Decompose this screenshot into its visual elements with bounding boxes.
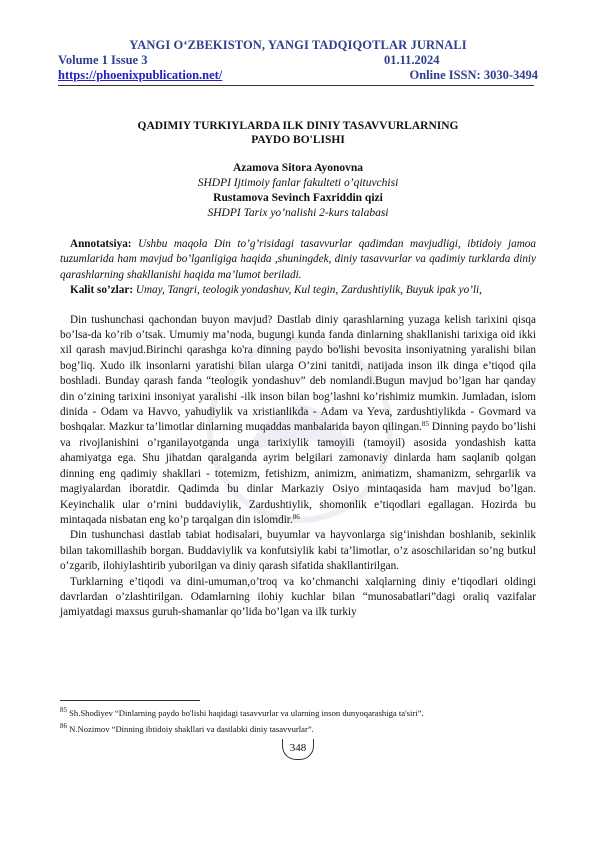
paragraph-gap (60, 299, 536, 313)
footnote-number: 85 (60, 706, 67, 714)
journal-title: YANGI O‘ZBEKISTON, YANGI TADQIQOTLAR JURNALI (129, 38, 467, 52)
volume-issue: Volume 1 Issue 3 (58, 53, 148, 67)
author-affiliation: SHDPI Tarix yo’nalishi 2-kurs talabasi (207, 207, 389, 219)
author-block (60, 161, 536, 221)
keywords-label: Kalit so’zlar: (70, 284, 134, 297)
author-name: Azamova Sitora Ayonovna (232, 162, 364, 174)
footnote-ref-86[interactable]: 86 (292, 512, 300, 521)
author-affiliation: SHDPI Ijtimoiy fanlar fakulteti o’qituvchisi (197, 177, 399, 189)
body-text: Dinning paydo bo’lishi va rivojlanishini o’rganilayotganda unga tarixiylik tamoyili (tamoyil) asosida yondashish katta ahamiyatga ega. Shu jihatdan qaralganda ayrim belgilari zamonaviy dinlarda ham saqlanib qolgan dinning eng qadimiy shakllari - totemizm, fetishizm, animizm, animatizm, shamanizm, sehrgarlik va magiyalardan iboratdir. Qadimda bu dinlar Markaziy Osiyo mintaqasida ham mavjud bo’lgan. Keyinchalik ular o’rnini buddaviylik, Zardushtiylik, shomonlik e’tiqodlari egallagan. Hozirda bu mintaqada nisbatan eng ko’p tarqalgan din islomdir. (60, 421, 536, 526)
header-divider (58, 85, 534, 86)
author-name: Rustamova Sevinch Faxriddin qizi (213, 192, 383, 204)
footnote-85 (60, 708, 536, 719)
body-paragraph-1 (60, 313, 536, 529)
article-title-line-1: QADIMIY TURKIYLARDA ILK DINIY TASAVVURLARNING (137, 120, 459, 132)
keywords-text: Umay, Tangri, teologik yondashuv, Kul tegin, Zardushtiylik, Buyuk ipak yo’li, (135, 284, 482, 297)
body-text: Din tushunchasi qachondan buyon mavjud? Dastlab diniy qarashlarning yuzaga kelish tarixini qisqa bo’lsa-da ko’rib o’tsak. Umumiy ma’noda, bugungi kunda fanda dinlarning shakllanishi tarixiga oid ikki xil qarash mavjud.Birinchi qarashga ko'ra dinning paydo bo'lishi bevosita insoniyatning yaralishi bilan bog’liq. Xudo ilk insonlarni yaratishi bilan ularga O’zini tanitdi, natijada inson ilk dinga e’tiqod qila boshladi. Bunday qarash fanda “teologik yondashuv” deb nomlandi.Bugun mavjud bo’lgan har qanday din o’zining tarixini insoniyat yaralishi -ilk inson bilan bog’lashni ko’rishimiz mumkin. Jumladan, islom dinida - Odam va Havvo, yahudiylik va xristianlikda - Adam va Yeva, zardushtiylikda - Govmard va boshqalar. Mazkur ta’limotlar dinlarning muqaddas manbalarida bayon qilingan. (60, 313, 536, 434)
abstract-paragraph (60, 237, 536, 283)
footnote-text: N.Nozimov “Dinning ibtidoiy shakllari va dastlabki diniy tasavvurlar”. (69, 724, 314, 734)
footnote-ref-85[interactable]: 85 (421, 420, 429, 429)
footnote-86 (60, 724, 536, 735)
abstract-label: Annotatsiya: (70, 238, 132, 250)
publication-date: 01.11.2024 (384, 53, 440, 67)
article-body (60, 237, 536, 621)
footnote-divider (60, 700, 200, 701)
footnote-text: Sh.Shodiyev “Dinlarning paydo bo'lishi haqidagi tasavvurlar va ularning inson dunyoqarashiga ta'siri”. (69, 708, 424, 718)
keywords-paragraph (60, 283, 536, 298)
page-number: 348 (282, 739, 314, 760)
body-paragraph-3: Turklarning e’tiqodi va dini-umuman,o’troq va ko’chmanchi xalqlarning diniy e’tiqodlari oldingi davrlardan o’zlashtirilgan. Odamlarning ilohiy kuchlar bilan “munosabatlari”dagi oraliq vazifalar jamiyatdagi maxsus guruh-shamanlar qo’lida bo’lgan va ilk turkiy (60, 575, 536, 619)
article-title (60, 119, 536, 147)
journal-url-link[interactable]: https://phoenixpublication.net/ (58, 68, 223, 82)
article-title-line-2: PAYDO BO'LISHI (251, 134, 345, 146)
abstract-text: Ushbu maqola Din to’g’risidagi tasavvurlar qadimdan mavjudligi, ibtidoiy jamoa tuzumlarida ham mavjud bo’lganligiga haqida ,shuningdek, diniy tasavvurlar va qadimiy turklarda diniy qarashlarning shakllanishi haqida ma’lumot beriladi. (60, 238, 536, 281)
issn-number: Online ISSN: 3030-3494 (409, 68, 538, 82)
body-paragraph-2: Din tushunchasi dastlab tabiat hodisalari, buyumlar va hayvonlarga sig‘inishdan boshlanib, sekinlik bilan takomillashib borgan. Buddaviylik va konfutsiylik kabi ta’limotlar, o’z asoschilaridan so’ng butkul o’zgarib, ilohiylashtirib yuborilgan va diniy qarash sifatida shakllantirilgan. (60, 529, 536, 573)
footnote-number: 86 (60, 722, 67, 730)
